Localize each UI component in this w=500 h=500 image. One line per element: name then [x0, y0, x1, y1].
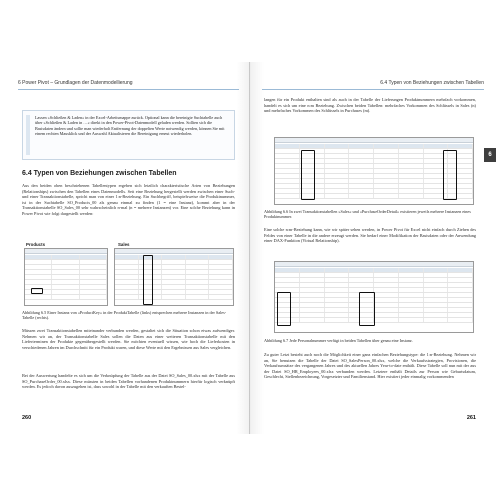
- personnel-right-highlight: [359, 292, 375, 326]
- sales-table-screenshot: [114, 248, 234, 306]
- transaction-tables-screenshot: [274, 137, 474, 205]
- left-paragraph-1: Aus den beiden oben beschriebenen Tabellentypen ergeben sich letztlich charakteristische Arten von Beziehungen (Relationships) zwischen den Tabellen eines Datenmodells. Seit eine Beziehung hergestellt werden zwischen einer Such- und einer Transaktionstabelle, spricht man von einer 1:n-Beziehung. Ein Suchbegriff, beispielsweise die Produktnummer, ist in der Suchtabelle SO_Products_00 als genau einmal zu finden (1 = eine Instanz), kommt aber in der Transaktionstabelle SO_Sales_00 sehr wahrscheinlich n-mal (n = mehrere Instanzen) vor. Eine solche Beziehung kann in Power Pivot wie folgt dargestellt werden:: [22, 183, 235, 216]
- personnel-toolbar: [275, 262, 473, 267]
- sales-key-highlight: [143, 255, 153, 305]
- left-running-head: 6 Power Pivot – Grundlagen der Datenmodellierung: [18, 80, 239, 90]
- book-spread: [0, 62, 500, 434]
- left-paragraph-3: Bei der Auswertung handelte es sich um die Verknüpfung der Tabelle aus der Datei SO_Sales_00.xlsx mit der Tabelle aus SO_PurchaseOrder_00.xlsx. Diese müssten in beiden Tabellen vorhandenen Produktnummern hierfür logisch verknüpft werden. Es jedoch davon auszugehen ist, dass sowohl in der Tabelle mit den verkauften Bestel-: [22, 373, 235, 390]
- products-table-toolbar: [25, 249, 107, 254]
- chapter-thumb-tab: 6: [484, 148, 496, 162]
- personnel-tables-screenshot: [274, 261, 474, 333]
- sales-grid: [115, 255, 233, 305]
- note-box: [22, 110, 235, 160]
- right-paragraph-1: langen für ein Produkt enthalten sind als auch in der Tabelle der Lieferungen Produktnummern mehrfach vorkommen, handelt es sich um eine n:m Beziehung. Zwischen beiden Tabellen: mehrfaches Vorkommen des Schlüssels in Sales (n) und mehrfaches Vorkommen des Schlüssels in Purchases (m).: [264, 97, 476, 114]
- transaction-toolbar: [275, 138, 473, 143]
- right-paragraph-3: Zu guter Letzt besteht auch noch die Möglichkeit einer ganz einfachen Beziehungstype: die 1:n-Beziehung. Nehmen wir an, Sie benutzen die Tabelle der Datei SO_SalesPerson_00.xlsx, welche die Verkaufsstrategien, Provisionen, die Verkaufsumsätze des vergangenen Jahres und des aktuellen Jahres Year-to-date enthält. Diese Tabelle soll nun mit der aus der Datei SO_HR_Employees_00.xlsx verbunden werden. Letztere enthält Details zur Person wie Geburtsdatum, Geschlecht, Stellenbezeichnung, Vorgesetzter und Familienstand. Hier existiert jeder einmalig vorkommenden: [264, 352, 476, 380]
- sales-product-highlight: [301, 150, 315, 200]
- right-page-number: 261: [466, 415, 476, 421]
- products-key-highlight: [31, 288, 43, 294]
- figure-6-5-caption: Abbildung 6.5 Einer Instanz von »ProductKey« in der ProduktTabelle (links) entsprechen mehrere Instanzen in der Sales-Tabelle (rechts).: [22, 310, 227, 321]
- personnel-left-highlight: [277, 292, 291, 326]
- left-paragraph-2: Müssen zwei Transaktionstabellen miteinander verbunden werden, gestaltet sich die Situation schon etwas aufwendiger. Nehmen wir an, der Transaktionstabelle Sales sollen die Daten aus einer weiteren Transaktionstabelle mit den Lieferterminen der Produkte gegenübergestellt werden. Sie möchten eventuell wissen, wie hoch die Lieferkosten in verschiedenen Jahren im Durchschnitt für ein Produkt waren, und diese Werte mit den Ergebnissen aus Sales vergleichen.: [22, 328, 235, 350]
- sales-table-toolbar: [115, 249, 233, 254]
- figure-6-6-caption: Abbildung 6.6 In zwei Transaktionstabellen »Sales« und »PurchaseOrderDetail« existieren jeweils mehrere Instanzen eines Produktnummer.: [264, 209, 471, 220]
- right-running-head: 6.4 Typen von Beziehungen zwischen Tabellen: [262, 80, 484, 90]
- products-grid: [25, 255, 107, 305]
- products-table-title: Products: [26, 242, 46, 247]
- figure-6-7-caption: Abbildung 6.7 Jede Personalnummer verfügt in beiden Tabellen über genau eine Instanz.: [264, 338, 413, 343]
- right-paragraph-2: Eine solche n:m-Beziehung kann, wie wir später sehen werden, in Power Pivot für Excel nicht einfach durch Ziehen des Feldes von einer Tabelle in die andere erzeugt werden. Sie bedarf einer Modifikation der Basisdaten oder der Anwendung einer DAX-Funktion (Virtual Relationship).: [264, 227, 476, 244]
- note-bar: [26, 115, 30, 155]
- left-page-number: 260: [22, 415, 32, 421]
- section-heading: 6.4 Typen von Beziehungen zwischen Tabellen: [22, 170, 177, 177]
- left-page: [4, 62, 250, 434]
- right-page: [250, 62, 496, 434]
- note-text: Lassen »Schließen & Laden« in der Excel-Arbeitsmappe zurück. Optional kann die bereinigte Suchtabelle auch über »Schließen & Laden in …« direkt in den Power-Pivot-Datenmodell geladen werden. Sollten sich die Basisdaten ändern und sollte man wiederholt Entfernung der doppelten Werte notwendig werden, können Sie mit einem rechten Mausklick und der Auswahl Aktualisieren die Bereinigung erneut wiederholen.: [35, 115, 225, 137]
- sales-table-title: Sales: [118, 242, 130, 247]
- products-table-screenshot: [24, 248, 108, 306]
- purchase-product-highlight: [443, 150, 457, 200]
